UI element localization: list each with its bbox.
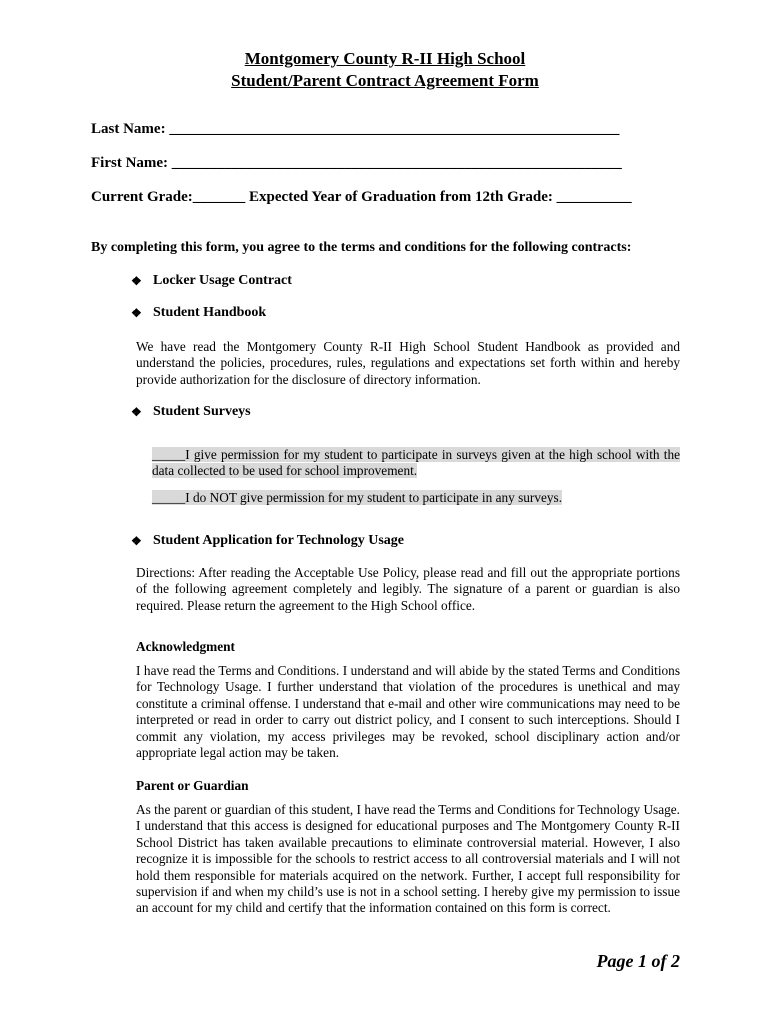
parent-guardian-paragraph: As the parent or guardian of this student, I have read the Terms and Conditions for Technology Usage. I understand that this access is designed for educational purposes and The Montgomery County R-II School District has taken available precautions to eliminate controversial material. However, I also recognize it is impossible for the schools to restrict access to all controversial materials and I will not hold them responsible for materials acquired on the network. Further, I accept full responsibility for supervision if and when my child’s use is not in a school setting. I hereby give my permission to issue an account for my child and certify that the information contained on this form is correct. (136, 802, 680, 916)
document-subtitle: Student/Parent Contract Agreement Form (231, 71, 539, 90)
first-name-field[interactable]: First Name: ____________________________________________________________ (91, 155, 622, 171)
survey-permission-yes[interactable] (152, 447, 680, 480)
survey-permission-no[interactable] (152, 490, 680, 506)
contract-item-handbook (131, 305, 266, 321)
diamond-bullet-icon: ❖ (131, 404, 142, 419)
contract-item-technology (131, 533, 404, 549)
contract-label-technology: Student Application for Technology Usage (153, 533, 405, 548)
acknowledgment-paragraph: I have read the Terms and Conditions. I understand and will abide by the stated Terms and Conditions for Technology Usage. I further understand that violation of the procedures is unethical and may constitute a criminal offense. I understand that e-mail and other wire communications may need to be interpreted or read in order to carry out district policy, and I consent to such interceptions. Should I commit any violation, my access privileges may be revoked, school disciplinary action and/or appropriate legal action may be taken. (136, 663, 680, 761)
diamond-bullet-icon: ❖ (131, 305, 142, 320)
intro-statement: By completing this form, you agree to the terms and conditions for the following contracts: (91, 240, 632, 255)
grade-graduation-field[interactable]: Current Grade:_______ Expected Year of Graduation from 12th Grade: __________ (91, 189, 632, 205)
contract-label-locker: Locker Usage Contract (153, 273, 292, 288)
acknowledgment-heading: Acknowledgment (136, 639, 235, 654)
last-name-field[interactable]: Last Name: ____________________________________________________________ (91, 121, 620, 137)
diamond-bullet-icon: ❖ (131, 533, 142, 548)
contract-label-surveys: Student Surveys (153, 404, 251, 419)
handbook-paragraph: We have read the Montgomery County R-II High School Student Handbook as provided and understand the policies, procedures, rules, regulations and expectations set forth within and hereby provide authorization for the disclosure of directory information. (136, 339, 680, 387)
document-title: Montgomery County R-II High School (244, 49, 526, 68)
contract-item-surveys (131, 404, 251, 420)
survey-no-text: _____I do NOT give permission for my student to participate in any surveys. (152, 490, 563, 505)
diamond-bullet-icon: ❖ (131, 273, 142, 288)
technology-directions: Directions: After reading the Acceptable Use Policy, please read and fill out the appropriate portions of the following agreement completely and legibly. The signature of a parent or guardian is also required. Please return the agreement to the High School office. (136, 565, 680, 613)
survey-yes-text: _____I give permission for my student to participate in surveys given at the high school with the data collected to be used for school improvement. (152, 447, 680, 479)
contract-label-handbook: Student Handbook (153, 305, 267, 320)
contract-item-locker (131, 273, 292, 289)
page-number: Page 1 of 2 (596, 951, 680, 971)
parent-guardian-heading: Parent or Guardian (136, 778, 249, 793)
